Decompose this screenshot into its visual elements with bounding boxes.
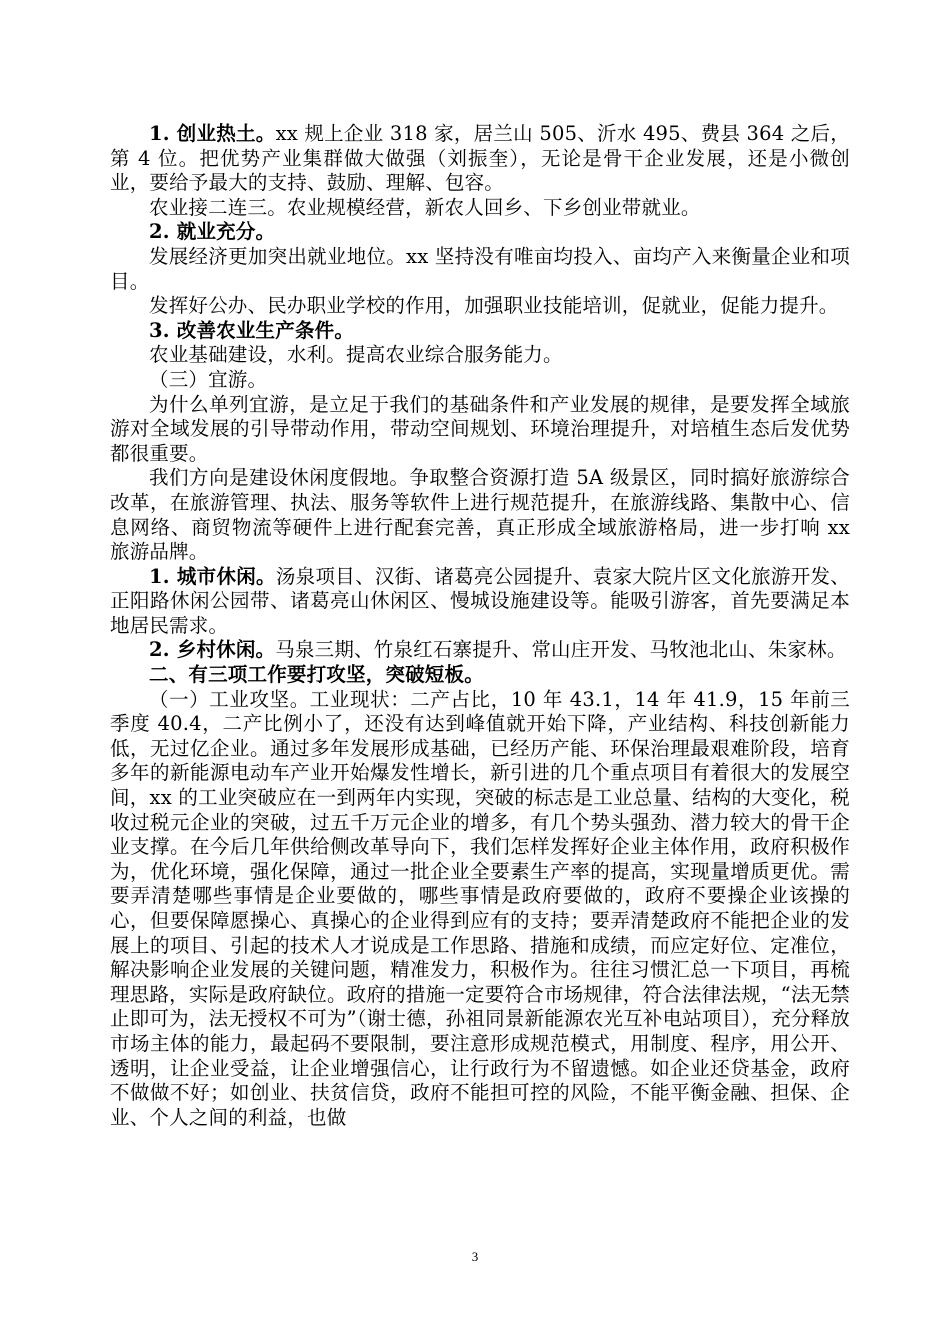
- paragraph-9: [110, 393, 850, 467]
- document-body: [110, 122, 850, 1130]
- paragraph-text: （一）工业攻坚。工业现状：二产占比，10 年 43.1，14 年 41.9，15 年前三季度 40.4，二产比例小了，还没有达到峰值就开始下降，产业结构、科技创新能力低，无过亿企业。通过多年发展形成基础，已经历产能、环保治理最艰难阶段，培育多年的新能源电动车产业开始爆发性增长，新引进的几个重点项目有着很大的发展空间，xx 的工业突破应在一到两年内实现，突破的标志是工业总量、结构的大变化，税收过税元企业的突破，过五千万元企业的增多，有几个势头强劲、潜力较大的骨干企业支撑。在今后几年供给侧改革导向下，我们怎样发挥好企业主体作用，政府积极作为，优化环境，强化保障，通过一批企业全要素生产率的提高，实现量增质更优。需要弄清楚哪些事情是企业要做的，哪些事情是政府要做的，政府不要操企业该操的心，但要保障愿操心、真操心的企业得到应有的支持；要弄清楚政府不能把企业的发展上的项目、引起的技术人才说成是工作思路、措施和成绩，而应定好位、定准位，解决影响企业发展的关键问题，精准发力，积极作为。往往习惯汇总一下项目，再梳理思路，实际是政府缺位。政府的措施一定要符合市场规律，符合法律法规，“法无禁止即可为，法无授权不可为”（谢士德，孙祖同景新能源农光互补电站项目），充分释放市场主体的能力，最起码不要限制，要注意形成规范模式，用制度、程序，用公开、透明，让企业受益，让企业增强信心，让行政行为不留遗憾。如企业还贷基金，政府不做做不好；如创业、扶贫信贷，政府不能担可控的风险，不能平衡金融、担保、企业、个人之间的利益，也做: [110, 687, 850, 1129]
- paragraph-text: 汤泉项目、汉街、诸葛亮公园提升、袁家大院片区文化旅游开发、正阳路休闲公园带、诸葛亮山休闲区、慢城设施建设等。能吸引游客，首先要满足本地居民需求。: [110, 564, 850, 637]
- section-heading-2: 二、有三项工作要打攻坚，突破短板。: [149, 663, 484, 687]
- heading-5: 2. 乡村休闲。: [149, 638, 276, 662]
- heading-1: 1. 创业热土。: [149, 122, 276, 145]
- paragraph-text: 发挥好公办、民办职业学校的作用，加强职业技能培训，促就业，促能力提升。: [149, 294, 839, 318]
- paragraph-14: [110, 688, 850, 1131]
- paragraph-text: 农业基础建设，水利。提高农业综合服务能力。: [149, 343, 563, 367]
- paragraph-4: [110, 245, 850, 294]
- paragraph-12: [110, 638, 850, 663]
- paragraph-2: [110, 196, 850, 221]
- paragraph-text: 为什么单列宜游，是立足于我们的基础条件和产业发展的规律，是要发挥全域旅游对全域发展的引导带动作用，带动空间规划、环境治理提升，对培植生态后发优势都很重要。: [110, 392, 850, 465]
- paragraph-3: [110, 220, 850, 245]
- heading-3: 3. 改善农业生产条件。: [149, 318, 355, 342]
- paragraph-11: [110, 565, 850, 639]
- paragraph-text: 我们方向是建设休闲度假地。争取整合资源打造 5A 级景区，同时搞好旅游综合改革，在旅游管理、执法、服务等软件上进行规范提升，在旅游线路、集散中心、信息网络、商贸物流等硬件上进行配套完善，真正形成全域旅游格局，进一步打响 xx 旅游品牌。: [110, 466, 850, 564]
- section-heading: （三）宜游。: [149, 367, 268, 391]
- paragraph-text: 农业接二连三。农业规模经营，新农人回乡、下乡创业带就业。: [149, 195, 701, 219]
- paragraph-6: [110, 319, 850, 344]
- paragraph-1: [110, 122, 850, 196]
- paragraph-text: xx 规上企业 318 家，居兰山 505、沂水 495、费县 364 之后，第 4 位。把优势产业集群做大做强（刘振奎），无论是骨干企业发展，还是小微创业，要给予最大的支持、鼓励、理解、包容。: [110, 122, 850, 195]
- paragraph-13: [110, 663, 850, 688]
- paragraph-8: [110, 368, 850, 393]
- paragraph-10: [110, 466, 850, 564]
- paragraph-7: [110, 343, 850, 368]
- paragraph-text: 发展经济更加突出就业地位。xx 坚持没有唯亩均投入、亩均产入来衡量企业和项目。: [110, 244, 850, 293]
- paragraph-5: [110, 294, 850, 319]
- heading-4: 1. 城市休闲。: [149, 564, 276, 588]
- page-number: 3: [471, 1249, 479, 1264]
- heading-2: 2. 就业充分。: [149, 220, 276, 244]
- paragraph-text: 马泉三期、竹泉红石寨提升、常山庄开发、马牧池北山、朱家林。: [275, 638, 847, 662]
